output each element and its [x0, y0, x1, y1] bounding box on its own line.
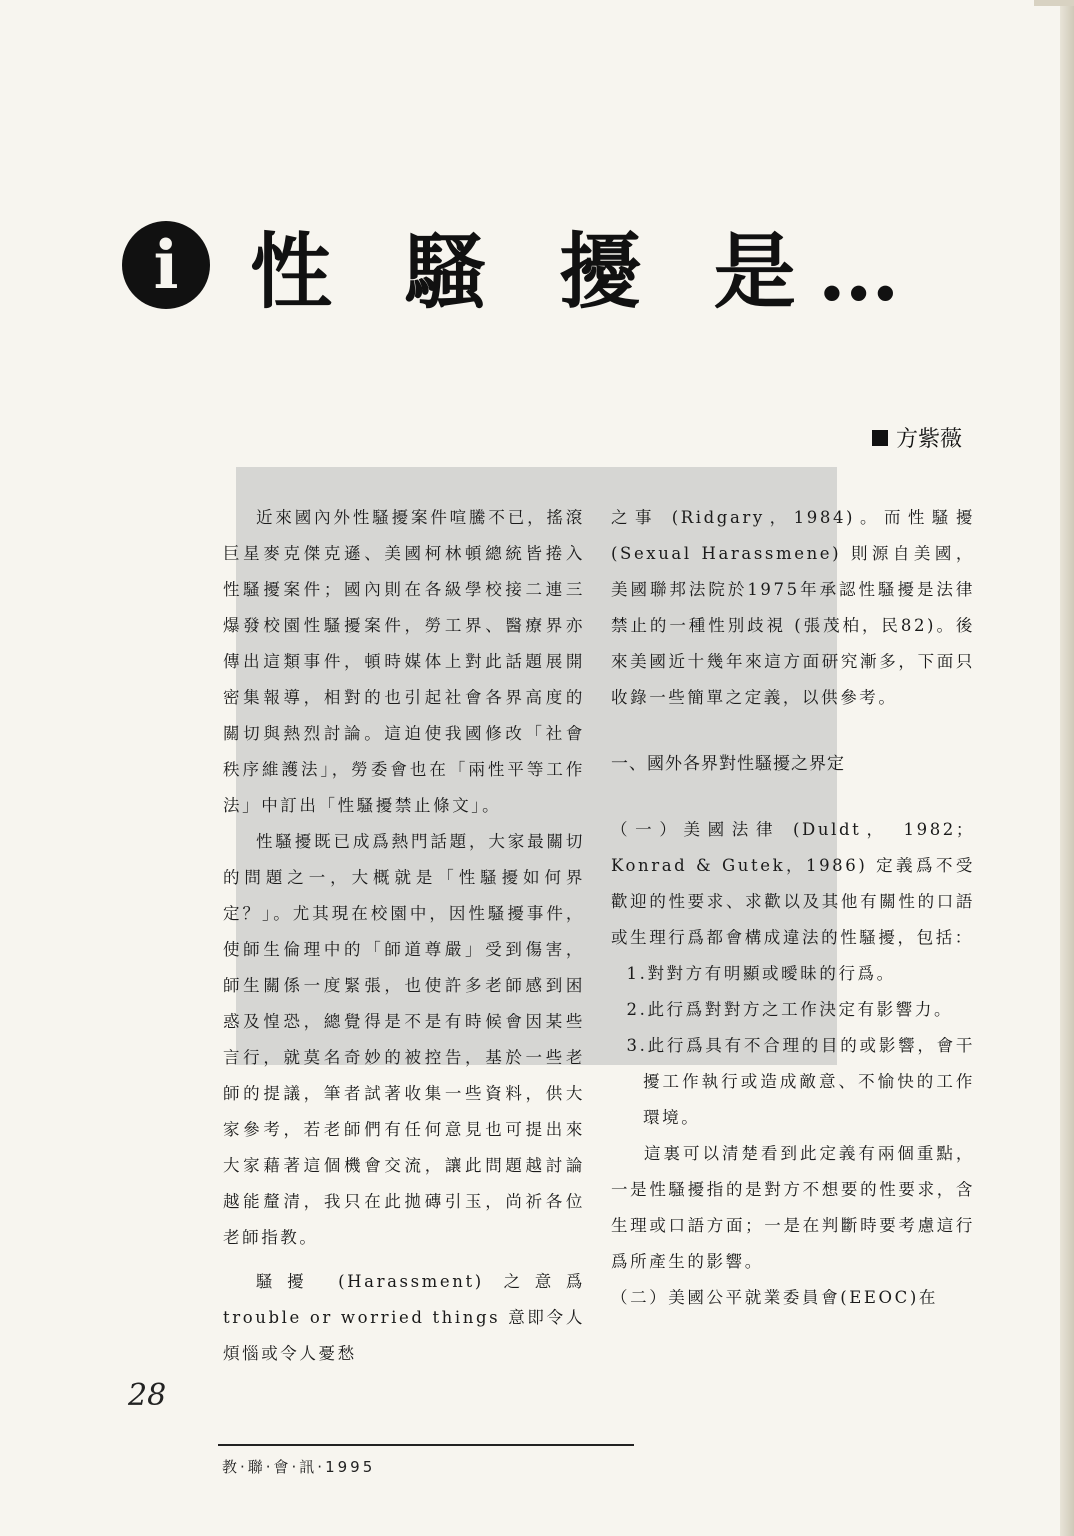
- footer-rule: [218, 1444, 634, 1446]
- author-byline: [872, 422, 962, 453]
- page-edge-top: [1034, 0, 1074, 6]
- page-edge: [1060, 0, 1074, 1536]
- subsection-1: （一）美國法律 (Duldt， 1982； Konrad & Gutek，1986) 定義爲不受歡迎的性要求、求歡以及其他有關性的口語或生理行爲都會構成違法的性騷擾，包括：: [611, 820, 975, 947]
- square-bullet-icon: [872, 430, 888, 446]
- paragraph-2: 性騷擾既已成爲熱門話題，大家最關切的問題之一，大概就是「性騷擾如何界定？」。尤其現在校園中，因性騷擾事件，使師生倫理中的「師道尊嚴」受到傷害，師生關係一度緊張，也使許多老師感到困惑及惶恐，總覺得是不是有時候會因某些言行，就莫名奇妙的被控告，基於一些老師的提議，筆者試著收集一些資料，供大家參考，若老師們有任何意見也可提出來大家藉著這個機會交流，讓此問題越討論越能釐清，我只在此拋磚引玉，尚祈各位老師指教。: [223, 832, 585, 1247]
- author-name: 方紫薇: [896, 427, 963, 452]
- info-icon: i: [122, 221, 210, 309]
- page-number: 28: [128, 1378, 167, 1413]
- left-column: [223, 500, 585, 1372]
- paragraph-1: 近來國內外性騷擾案件喧騰不已，搖滾巨星麥克傑克遜、美國柯林頓總統皆捲入性騷擾案件；國內則在各級學校接二連三爆發校園性騷擾案件，勞工界、醫療界亦傳出這類事件，頓時媒体上對此話題展開密集報導，相對的也引起社會各界高度的關切與熱烈討論。這迫使我國修改「社會秩序維護法」，勞委會也在「兩性平等工作法」中訂出「性騷擾禁止條文」。: [223, 508, 585, 815]
- paragraph-3: 騷擾 (Harassment) 之意爲 trouble or worried things 意即令人煩惱或令人憂愁: [223, 1272, 585, 1363]
- right-column: [611, 500, 975, 1316]
- article-title: [122, 220, 922, 320]
- subsection-2: （二）美國公平就業委員會(EEOC)在: [611, 1288, 939, 1307]
- list-item: 2.此行爲對對方之工作決定有影響力。: [626, 1000, 954, 1019]
- summary-paragraph: 這裏可以清楚看到此定義有兩個重點，一是性騷擾指的是對方不想要的性要求，含生理或口語方面；一是在判斷時要考慮這行爲所產生的影響。: [611, 1144, 975, 1271]
- title-text: 性 騷 擾 是…: [250, 223, 922, 320]
- list-item: 3.此行爲具有不合理的目的或影響，會干擾工作執行或造成敵意、不愉快的工作環境。: [626, 1036, 975, 1127]
- footer-text: 教·聯·會·訊·1995: [222, 1458, 376, 1476]
- paragraph-continued: 之事 (Ridgary，1984)。而性騷擾 (Sexual Harassmene) 則源自美國，美國聯邦法院於1975年承認性騷擾是法律禁止的一種性別歧視 (張茂柏，民82)。後來美國近十幾年來這方面研究漸多，下面只收錄一些簡單之定義，以供參考。: [611, 508, 975, 707]
- section-heading: 一、國外各界對性騷擾之界定: [611, 754, 845, 774]
- list-item: 1.對對方有明顯或曖昧的行爲。: [626, 964, 896, 983]
